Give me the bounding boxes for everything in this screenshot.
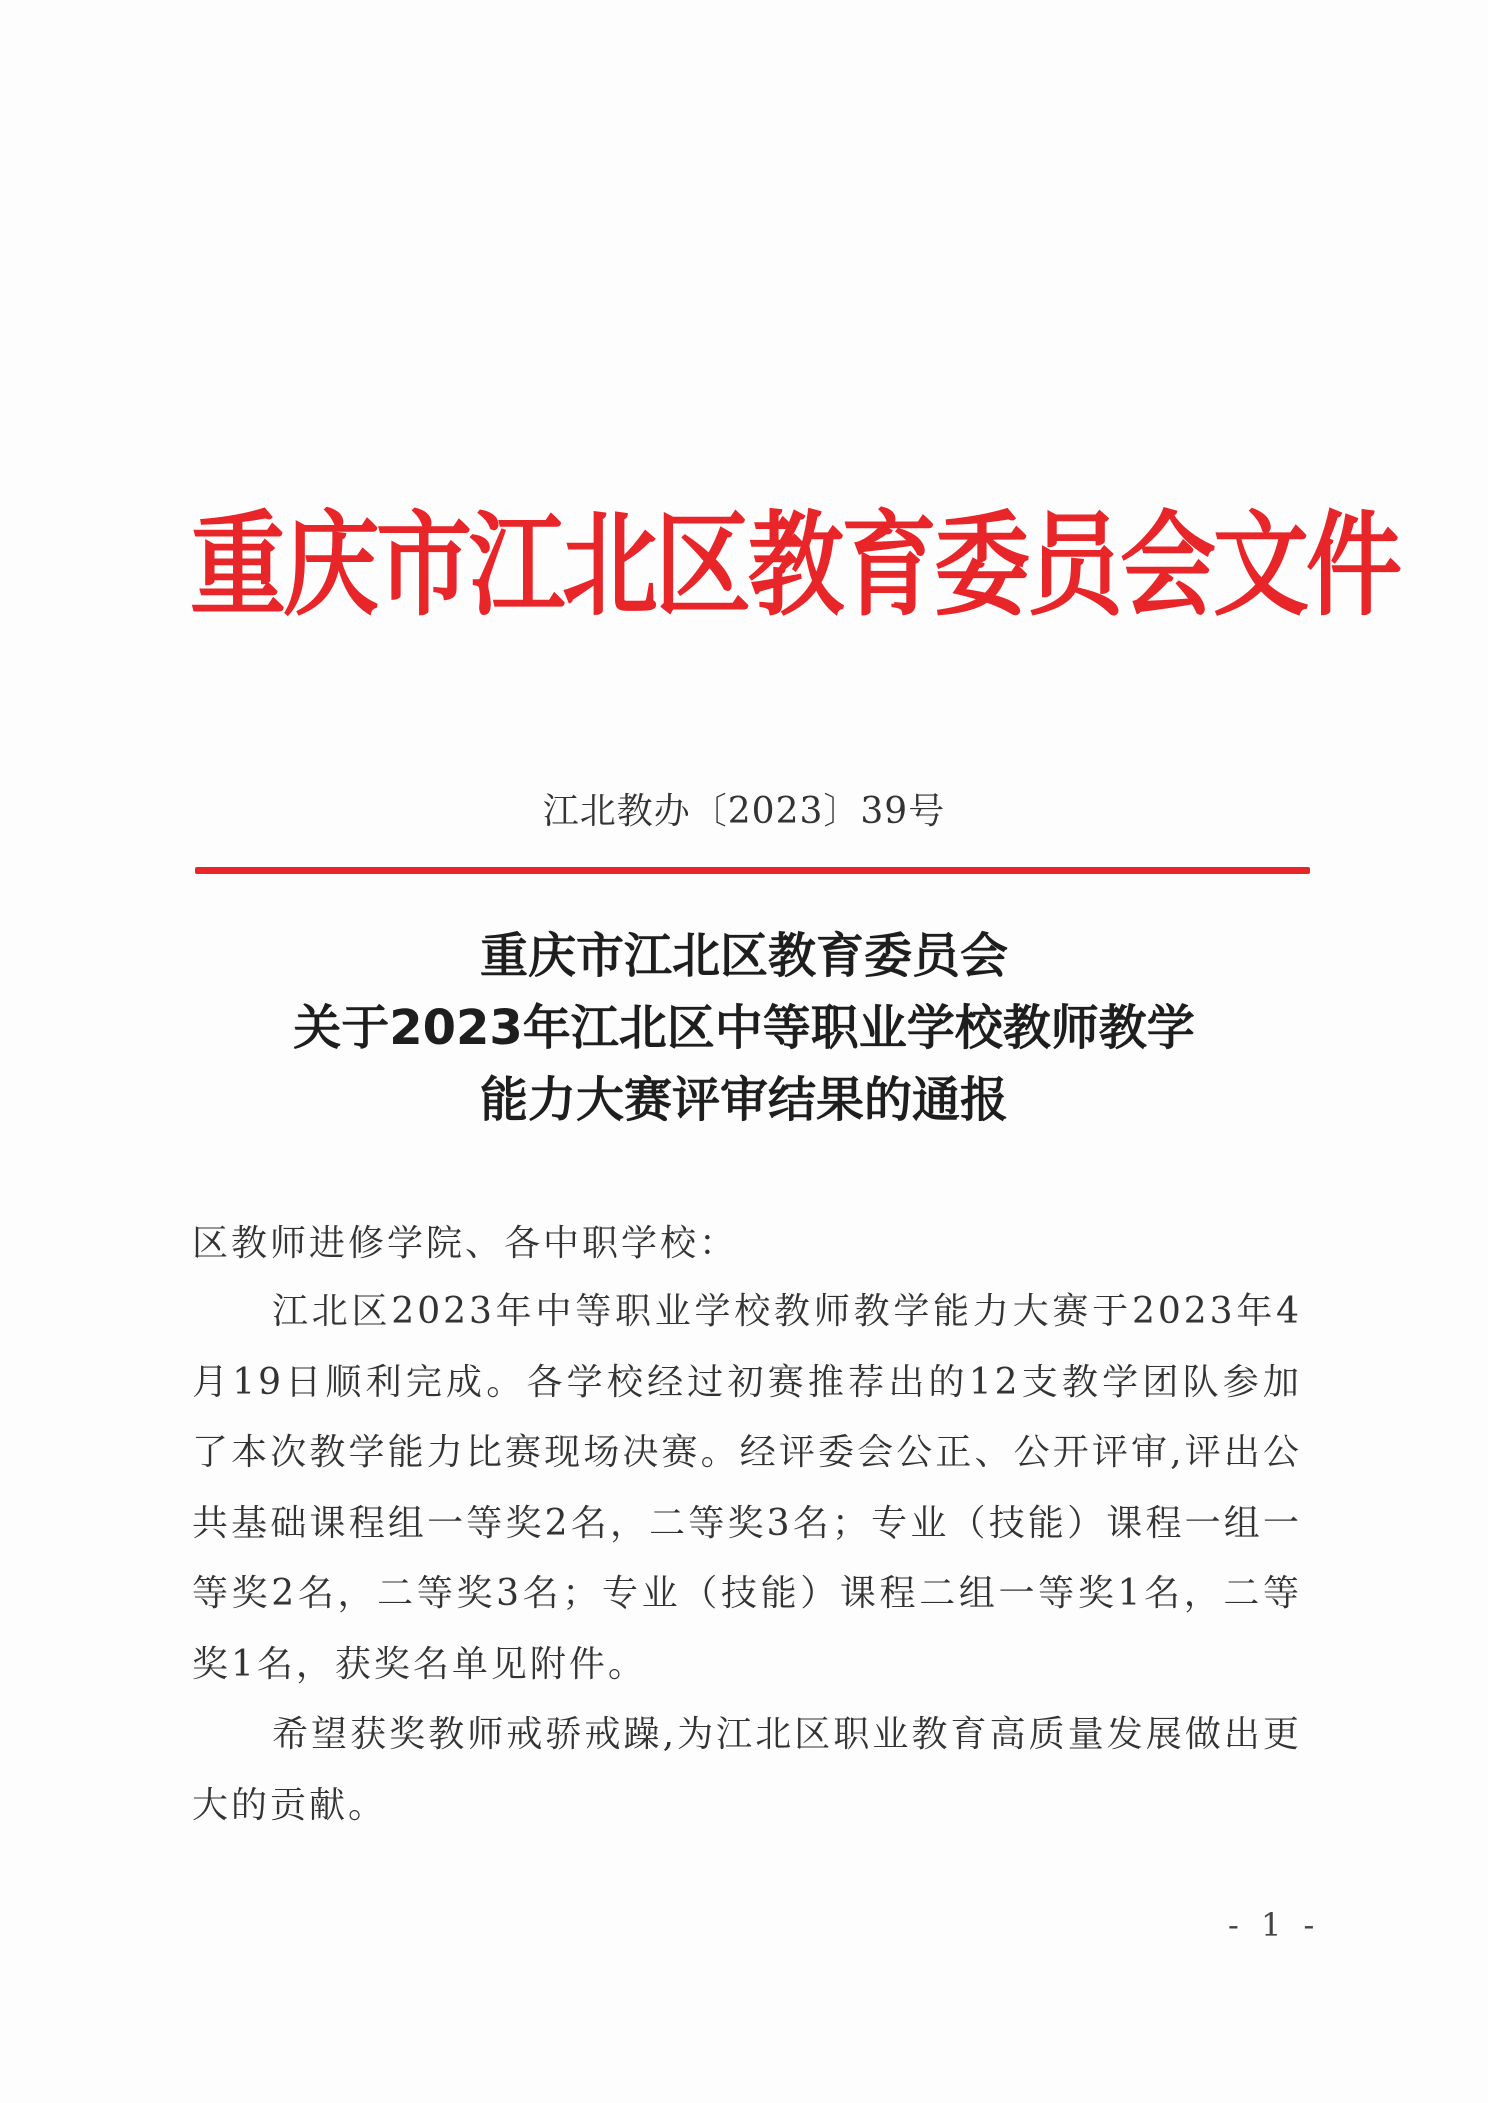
salutation: 区教师进修学院、各中职学校： [192, 1223, 739, 1264]
page-number: - 1 - [1228, 1906, 1321, 1944]
title-line-2: 关于2023年江北区中等职业学校教师教学 [293, 1000, 1195, 1056]
title-line-3: 能力大赛评审结果的通报 [479, 1072, 1008, 1128]
masthead-title: 重庆市江北区教育委员会文件 [190, 499, 1399, 632]
title-line-1: 重庆市江北区教育委员会 [479, 928, 1008, 984]
document-title [0, 920, 1488, 1136]
document-number: 江北教办〔2023〕39号 [542, 791, 946, 832]
body-paragraph-1: 江北区2023年中等职业学校教师教学能力大赛于2023年4月19日顺利完成。各学校经过初赛推荐出的12支教学团队参加了本次教学能力比赛现场决赛。经评委会公正、公开评审,评出公共基础课程组一等奖2名，二等奖3名；专业（技能）课程一组一等奖2名，二等奖3名；专业（技能）课程二组一等奖1名，二等奖1名，获奖名单见附件。 [192, 1291, 1302, 1685]
body-paragraph-2: 希望获奖教师戒骄戒躁,为江北区职业教育高质量发展做出更大的贡献。 [192, 1714, 1302, 1826]
red-divider-line [195, 867, 1310, 874]
